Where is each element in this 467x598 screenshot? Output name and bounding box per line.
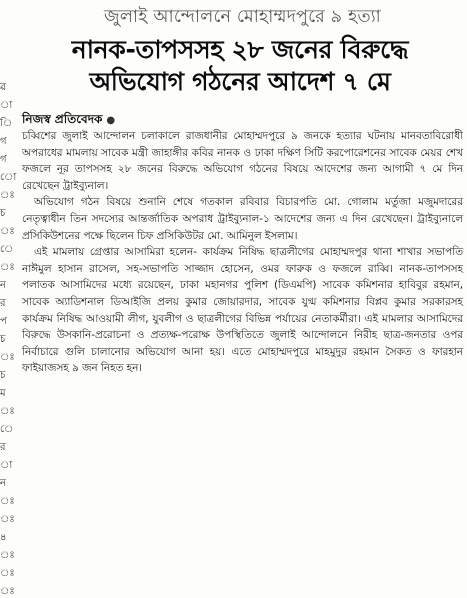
margin-glyph: ঃ [0, 586, 15, 597]
article-kicker: জুলাই আন্দোলনে মোহাম্মদপুরে ৯ হত্যা [104, 7, 381, 27]
adjacent-column-fragment [0, 82, 17, 597]
article-body [22, 128, 463, 377]
bullet-icon: ● [106, 115, 116, 126]
headline-line-2: অভিযোগ গঠনের আদেশ ৭ মে [89, 67, 391, 96]
margin-glyph: র [0, 442, 6, 453]
margin-glyph: ি [0, 118, 13, 129]
margin-glyph: গ [0, 154, 7, 165]
margin-glyph: ঃ [0, 406, 15, 417]
margin-glyph: ন [0, 478, 6, 489]
paragraph-2: অভিযোগ গঠন বিষয়ে শুনানি শেষে গতকাল রবিবার বিচারপতি মো. গোলাম মর্তুজা মজুমদারের নেতৃত্বাধীন তিন সদস্যের আন্তর্জাতিক অপরাধ ট্রাইব্যুনাল-১ আদেশের জন্য এ দিন রেখেছেন। ট্রাইব্যুনালে প্রসিকিউশনের পক্ষে ছিলেন চিফ প্রসিকিউটর মো. আমিনুল ইসলাম। [22, 196, 463, 242]
margin-glyph: ঃ [0, 262, 15, 273]
margin-glyph: ে [0, 424, 14, 435]
margin-glyph: ঃ [0, 352, 15, 363]
margin-glyph: ঃ [0, 190, 15, 201]
margin-glyph: র [0, 298, 6, 309]
margin-glyph: ম [0, 388, 6, 399]
article-headline [15, 34, 465, 98]
article-byline [22, 111, 115, 129]
margin-glyph: চ [0, 370, 6, 381]
margin-glyph: ৪ [0, 532, 7, 543]
margin-glyph: ঃ [0, 496, 15, 507]
paragraph-1: চব্বিশের জুলাই আন্দোলন চলাকালে রাজধানীর মোহাম্মদপুরে ৯ জনকে হত্যার ঘটনায় মানবতাবিরোধী অপরাধের মামলায় সাবেক মন্ত্রী জাহাঙ্গীর কবির নানক ও ঢাকা দক্ষিণ সিটি করপোরেশনের সাবেক মেয়র শেখ ফজলে নূর তাপসসহ ২৮ জনের বিরুদ্ধে অভিযোগ গঠনের বিষয়ে আদেশের জন্য আগামী ৭ মে দিন রেখেছেন ট্রাইব্যুনাল। [22, 130, 463, 192]
paragraph-3: এই মামলায় গ্রেপ্তার আসামিরা হলেন- কার্যক্রম নিষিদ্ধ ছাত্রলীগের মোহাম্মদপুর থানা শাখার সভাপতি নাঈমুল হাসান রাসেল, সহ-সভাপতি সাজ্জাদ হোসেন, ওমর ফারুক ও ফজলে রাব্বি। নানক-তাপসসহ পলাতক আসামিদের মধ্যে রয়েছেন, ঢাকা মহানগর পুলিশ (ডিএমপি) সাবেক কমিশনার হাবিবুর রহমান, সাবেক অ্যাডিশনাল ডিআইজি প্রলয় কুমার জোয়ারদার, সাবেক যুগ্ম কমিশনার বিপ্লব কুমার সরকারসহ কার্যক্রম নিষিদ্ধ আওয়ামী লীগ, যুবলীগ ও ছাত্রলীগের বিভিন্ন পর্যায়ের নেতাকর্মীরা। এই মামলার আসামিদের বিরুদ্ধে উসকানি-প্ররোচনা ও প্রত্যক্ষ-পরোক্ষ উপস্থিতিতে জুলাই আন্দোলনে নিরীহ ছাত্র-জনতার ওপর নির্বাচারে গুলি চালানোর অভিযোগ আনা হয়। এতে মোহাম্মদপুরে মাহমুদুর রহমান সৈকত ও ফারহান ফাইয়াজসহ ৯ জন নিহত হন। [22, 246, 463, 375]
margin-glyph: ঃ [0, 568, 15, 579]
margin-glyph: া [0, 100, 13, 111]
margin-glyph: ন [0, 280, 6, 291]
margin-glyph: ে [0, 244, 14, 255]
margin-glyph: প [0, 316, 7, 327]
margin-glyph: ঃ [0, 514, 15, 525]
margin-glyph: গ [0, 136, 7, 147]
headline-line-1: নানক-তাপসসহ ২৮ জনের বিরুদ্ধে [71, 35, 409, 64]
margin-glyph: চ [0, 334, 6, 345]
margin-glyph: চ [0, 208, 6, 219]
byline-text: নিজস্ব প্রতিবেদক [22, 112, 103, 126]
margin-glyph: ৱ [0, 82, 6, 93]
margin-glyph: ঃ [0, 550, 15, 561]
margin-glyph: ো [0, 172, 17, 183]
margin-glyph: া [0, 460, 13, 471]
margin-glyph: ঃ [0, 226, 15, 237]
